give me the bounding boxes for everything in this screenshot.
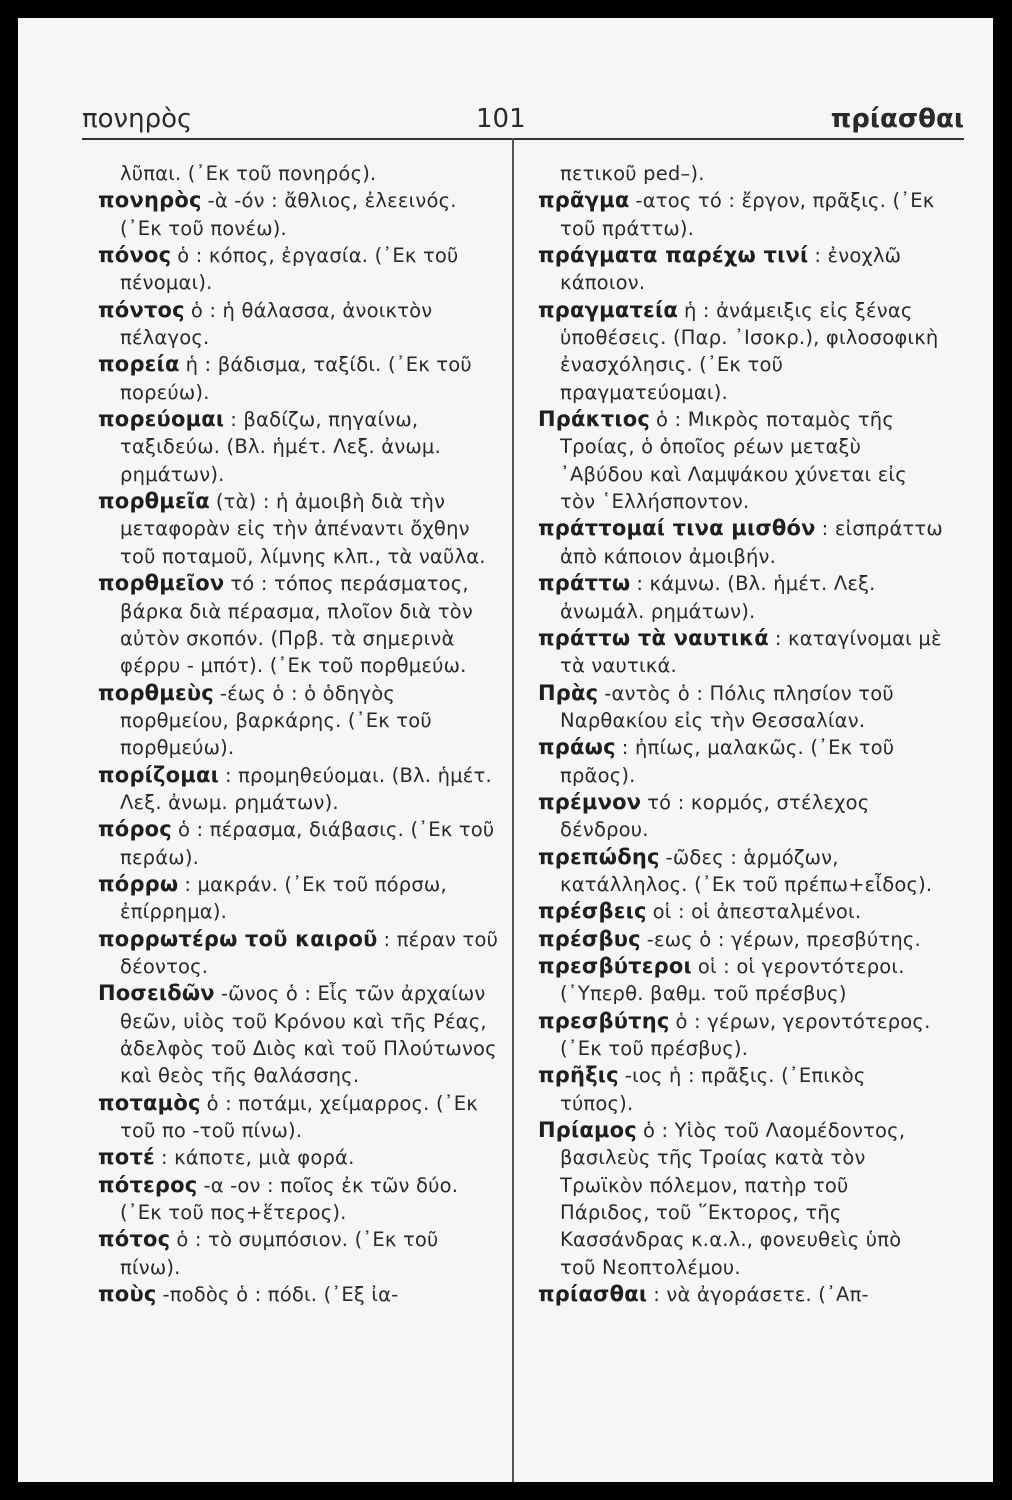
entry-definition: ὁ : ποτάμι, χείμαρρος. (᾿Εκ τοῦ πο -τοῦ πίνω). [120, 1091, 478, 1143]
entry-headword: πορεύομαι [98, 407, 225, 432]
dictionary-entry [538, 926, 943, 953]
left-column [98, 160, 503, 1308]
entry-headword: πρίασθαι [538, 1282, 648, 1307]
dictionary-entry [538, 953, 943, 1008]
entry-definition: οἱ : οἱ γεροντότεροι. (῾Υπερθ. βαθμ. τοῦ πρέσβυς) [560, 954, 905, 1006]
dictionary-entry [538, 789, 943, 844]
dictionary-entry [98, 926, 503, 981]
entry-headword: ποτέ [98, 1145, 155, 1170]
dictionary-entry [538, 680, 943, 735]
entry-definition: -εως ὁ : γέρων, πρεσβύτης. [646, 927, 921, 951]
entry-definition: -ατος τό : ἔργον, πρᾶξις. (᾿Εκ τοῦ πράττω). [560, 189, 935, 240]
entry-definition: -ποδὸς ὁ : πόδι. (᾿Εξ ἰα- [162, 1283, 399, 1307]
dictionary-entry [98, 297, 503, 352]
entry-definition: -αντὸς ὁ : Πόλις πλησίον τοῦ Ναρθακίου εἰς τὴν Θεσσαλίαν. [560, 681, 894, 732]
entry-headword: πονηρὸς [98, 188, 202, 213]
entry-headword: πορθμεὺς [98, 680, 214, 705]
dictionary-entry [538, 734, 943, 789]
entry-definition: ἡ : βάδισμα, ταξίδι. (᾿Εκ τοῦ πορεύω). [120, 353, 472, 404]
dictionary-entry [98, 1090, 503, 1145]
entry-definition: οἱ : οἱ ἀπεσταλμένοι. [652, 900, 862, 924]
dictionary-entry [538, 570, 943, 625]
entry-definition: ὁ : κόπος, ἐργασία. (᾿Εκ τοῦ πένομαι). [120, 244, 459, 295]
entry-definition: τό : τόπος περάσματος, βάρκα διὰ πέρασμα, πλοῖον διὰ τὸν αὐτὸν σκοπόν. (Πρβ. τὰ σημερινὰ φέρρυ - μπότ). (᾿Εκ τοῦ πορθμεύω. [120, 572, 473, 678]
dictionary-entry [98, 1226, 503, 1281]
entry-definition: λῦπαι. (᾿Εκ τοῦ πονηρός). [120, 162, 377, 185]
entry-headword: πόρρω [98, 871, 179, 896]
dictionary-entry [98, 570, 503, 679]
dictionary-entry [98, 351, 503, 406]
entry-definition: : νὰ ἀγοράσετε. (᾿Απ- [653, 1283, 869, 1307]
dictionary-entry [538, 625, 943, 680]
dictionary-entry [538, 515, 943, 570]
dictionary-entry [98, 160, 503, 187]
entry-definition: : προμηθεύομαι. (Βλ. ἡμέτ. Λεξ. ἀνωμ. ρημάτων). [120, 763, 492, 814]
dictionary-entry [98, 871, 503, 926]
dictionary-entry [538, 1281, 943, 1308]
entry-headword: πρέσβυς [538, 926, 641, 951]
entry-definition: : ἠπίως, μαλακῶς. (᾿Εκ τοῦ πρᾶος). [560, 736, 895, 787]
column-divider [512, 138, 514, 1482]
header-rule [82, 138, 964, 140]
dictionary-entry [98, 187, 503, 242]
entry-headword: Πρίαμος [538, 1118, 637, 1143]
entry-headword: πόρος [98, 817, 172, 842]
dictionary-entry [538, 1008, 943, 1063]
entry-headword: πρεσβύτης [538, 1008, 670, 1033]
dictionary-entry [98, 1144, 503, 1171]
entry-headword: πορθμεῖα [98, 489, 210, 514]
dictionary-entry [98, 680, 503, 762]
entry-definition: ὁ : Υἱὸς τοῦ Λαομέδοντος, βασιλεὺς τῆς Τροίας κατὰ τὸν Τρωϊκὸν πόλεμον, πατὴρ τοῦ Πάριδος, τοῦ ῞Εκτορος, τῆς Κασσάνδρας κ.α.λ., φονευθεὶς ὑπὸ τοῦ Νεοπτολέμου. [560, 1119, 906, 1279]
entry-headword: πρέσβεις [538, 899, 647, 924]
entry-definition: : καταγίνομαι μὲ τὰ ναυτικά. [560, 626, 942, 678]
dictionary-entry [98, 762, 503, 817]
entry-definition: -ὰ -όν : ἄθλιος, ἐλεεινός. (᾿Εκ τοῦ πονέω). [120, 189, 457, 240]
entry-headword: πράγματα παρέχω τινί [538, 243, 809, 268]
entry-definition: ἡ : ἀνάμειξις εἰς ξένας ὑποθέσεις. (Παρ. ᾿Ισοκρ.), φιλοσοφικὴ ἐνασχόλησις. (᾿Εκ τοῦ πραγματεύομαι). [560, 298, 939, 404]
running-head [82, 102, 964, 142]
entry-definition: -ιος ἡ : πρᾶξις. (᾿Επικὸς τύπος). [560, 1064, 866, 1115]
entry-headword: πρεσβύτεροι [538, 953, 692, 978]
entry-definition: ὁ : Μικρὸς ποταμὸς τῆς Τροίας, ὁ ὁποῖος ρέων μεταξὺ ᾿Αβύδου καὶ Λαμψάκου χύνεται εἰς τὸν ῾Ελλήσποντον. [560, 408, 907, 514]
entry-definition: : ἐνοχλῶ κάποιον. [560, 244, 902, 295]
entry-definition: -ῶδες : ἁρμόζων, κατάλληλος. (᾿Εκ τοῦ πρέπω+εἶδος). [560, 845, 933, 896]
entry-headword: πορρωτέρω τοῦ καιροῦ [98, 926, 378, 951]
right-column [538, 160, 943, 1308]
entry-headword: πόντος [98, 297, 185, 322]
dictionary-entry [538, 1062, 943, 1117]
entry-definition: πετικοῦ ped–). [560, 162, 705, 185]
dictionary-entry [98, 488, 503, 570]
entry-headword: ποὺς [98, 1282, 157, 1307]
dictionary-entry [98, 980, 503, 1089]
entry-definition: ὁ : ἡ θάλασσα, ἀνοικτὸν πέλαγος. [120, 298, 433, 350]
dictionary-entry [538, 844, 943, 899]
header-right-guide-word: πρίασθαι [830, 104, 964, 134]
dictionary-entry [98, 242, 503, 297]
entry-headword: πρέμνον [538, 789, 642, 814]
entry-headword: πόνος [98, 243, 172, 268]
dictionary-entry [538, 1117, 943, 1281]
entry-definition: τό : κορμός, στέλεχος δένδρου. [560, 790, 870, 842]
dictionary-page [18, 18, 993, 1482]
entry-definition: : πέραν τοῦ δέοντος. [120, 927, 499, 978]
entry-definition: ὁ : τὸ συμπόσιον. (᾿Εκ τοῦ πίνω). [120, 1228, 439, 1279]
dictionary-entry [98, 816, 503, 871]
entry-headword: πρῆξις [538, 1063, 619, 1088]
dictionary-entry [98, 1281, 503, 1308]
entry-headword: πραγματεία [538, 297, 678, 322]
entry-headword: Πράκτιος [538, 407, 651, 432]
dictionary-entry [538, 242, 943, 297]
dictionary-entry [538, 297, 943, 406]
entry-headword: Πρὰς [538, 680, 599, 705]
entry-definition: -ῶνος ὁ : Εἷς τῶν ἀρχαίων θεῶν, υἱὸς τοῦ Κρόνου καὶ τῆς Ρέας, ἀδελφὸς τοῦ Διὸς καὶ τοῦ Πλούτωνος καὶ θεὸς τῆς θαλάσσης. [120, 982, 497, 1088]
entry-definition: -α -ον : ποῖος ἐκ τῶν δύο. (᾿Εκ τοῦ πος+ἕτερος). [120, 1173, 459, 1225]
entry-headword: πορίζομαι [98, 762, 219, 787]
entry-headword: πορεία [98, 352, 180, 377]
entry-definition: : εἰσπράττω ἀπὸ κάποιον ἀμοιβήν. [560, 517, 943, 568]
page-number: 101 [476, 104, 526, 134]
entry-headword: πότερος [98, 1172, 198, 1197]
entry-headword: πρᾶγμα [538, 188, 630, 213]
entry-definition: : κάμνω. (Βλ. ἡμέτ. Λεξ. ἀνωμάλ. ρημάτων). [560, 572, 876, 623]
entry-definition: ὁ : γέρων, γεροντότερος. (᾿Εκ τοῦ πρέσβυς). [560, 1009, 931, 1060]
dictionary-entry [538, 898, 943, 925]
entry-definition: ὁ : πέρασμα, διάβασις. (᾿Εκ τοῦ περάω). [120, 818, 495, 869]
entry-definition: : μακράν. (᾿Εκ τοῦ πόρσω, ἐπίρρημα). [120, 872, 447, 924]
entry-definition: : κάποτε, μιὰ φορά. [160, 1146, 355, 1170]
entry-headword: πορθμεῖον [98, 571, 225, 596]
entry-headword: πράττω [538, 571, 631, 596]
entry-definition: (τὰ) : ἡ ἀμοιβὴ διὰ τὴν μεταφορὰν εἰς τὴν ἀπέναντι ὄχθην τοῦ ποταμοῦ, λίμνης κλπ., τὰ ναῦλα. [120, 490, 486, 568]
entry-headword: πράττω τὰ ναυτικά [538, 625, 769, 650]
entry-definition: -έως ὁ : ὁ ὁδηγὸς πορθμείου, βαρκάρης. (᾿Εκ τοῦ πορθμεύω). [120, 681, 432, 760]
dictionary-entry [538, 406, 943, 515]
entry-definition: : βαδίζω, πηγαίνω, ταξιδεύω. (Βλ. ἡμέτ. Λεξ. ἀνωμ. ρημάτων). [120, 408, 441, 486]
dictionary-entry [98, 406, 503, 488]
entry-headword: πότος [98, 1227, 171, 1252]
entry-headword: πράττομαί τινα μισθόν [538, 516, 816, 541]
header-left-guide-word: πονηρὸς [82, 104, 193, 134]
entry-headword: πρεπώδης [538, 844, 660, 869]
entry-headword: πράως [538, 735, 616, 760]
dictionary-entry [538, 187, 943, 242]
dictionary-entry [98, 1172, 503, 1227]
entry-headword: ποταμὸς [98, 1090, 201, 1115]
dictionary-entry [538, 160, 943, 187]
entry-headword: Ποσειδῶν [98, 981, 215, 1006]
